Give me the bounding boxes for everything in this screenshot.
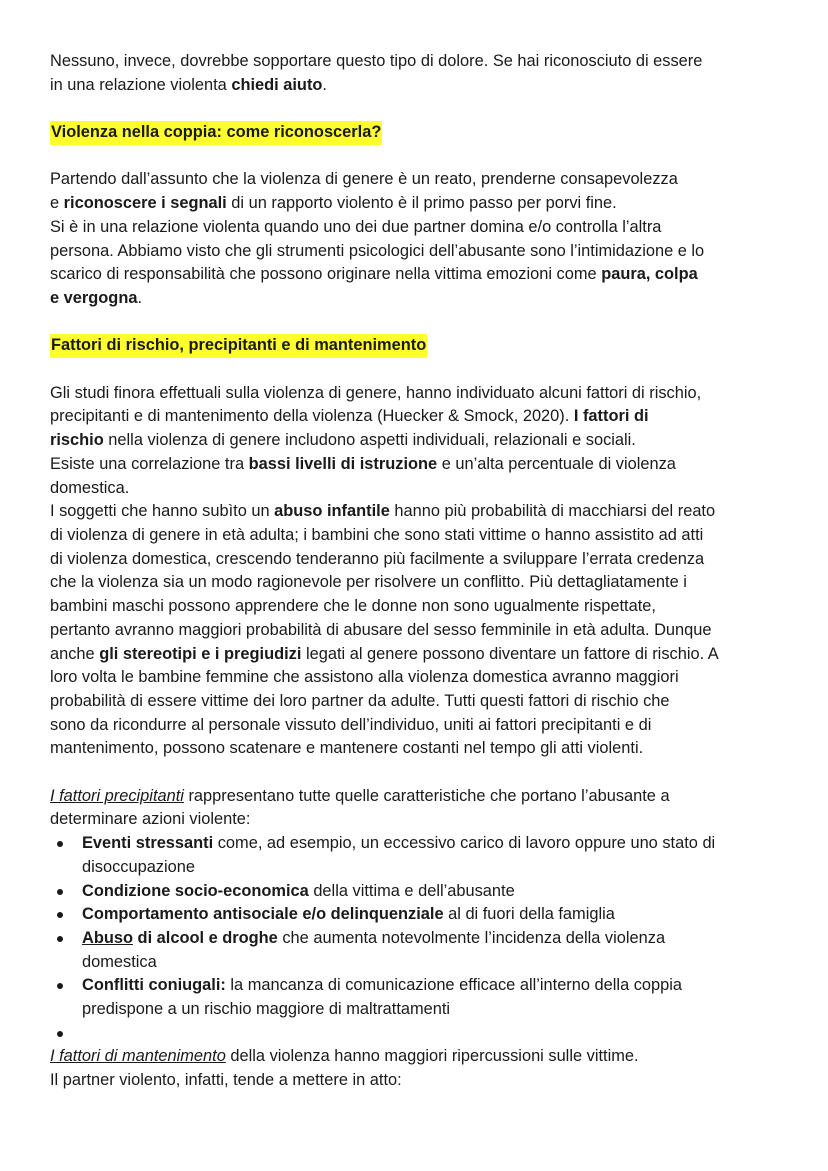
- text-line: rappresentano tutte quelle caratteristiche che portano l’abusante a: [183, 786, 670, 805]
- precipitanti-list: [50, 832, 780, 1045]
- text-line: di violenza domestica, crescendo tenderanno più facilmente a sviluppare l’errata credenza: [50, 549, 705, 568]
- text-line: probabilità di essere vittime dei loro partner da adulte. Tutti questi fattori di rischio che: [50, 691, 670, 710]
- term-fattori-mantenimento: I fattori di mantenimento: [50, 1047, 226, 1066]
- bold-text: Condizione socio-economica: [82, 881, 309, 900]
- list-item: [50, 832, 780, 879]
- text-line: scarico di responsabilità che possono originare nella vittima emozioni come: [50, 265, 602, 284]
- text-line: hanno più probabilità di macchiarsi del reato: [389, 502, 716, 521]
- precipitanti-intro: [50, 785, 780, 832]
- section1-paragraph: [50, 168, 780, 310]
- mantenimento-paragraph: [50, 1045, 780, 1092]
- text-line: predispone a un rischio maggiore di maltrattamenti: [82, 1000, 451, 1019]
- text-line: Il partner violento, infatti, tende a mettere in atto:: [50, 1071, 402, 1090]
- text-line: .: [322, 75, 327, 94]
- bold-text: rischio: [50, 431, 104, 450]
- bullet-icon: [57, 983, 63, 989]
- text-line: persona. Abbiamo visto che gli strumenti psicologici dell’abusante sono l’intimidazione e lo: [50, 241, 705, 260]
- bold-text: di alcool e droghe: [133, 928, 278, 947]
- text-line: bambini maschi possono apprendere che le donne non sono ugualmente rispettate,: [50, 597, 656, 616]
- bullet-icon: [57, 841, 63, 847]
- bullet-icon: [57, 1031, 63, 1037]
- bullet-icon: [57, 936, 63, 942]
- intro-paragraph: [50, 50, 780, 97]
- text-line: Partendo dall’assunto che la violenza di genere è un reato, prenderne consapevolezza: [50, 170, 678, 189]
- text-line: precipitanti e di mantenimento della violenza (Huecker & Smock, 2020).: [50, 407, 574, 426]
- text-line: che la violenza sia un modo ragionevole per risolvere un conflitto. Più dettagliatamente i: [50, 573, 687, 592]
- text-line: domestica: [82, 952, 157, 971]
- text-line: domestica.: [50, 478, 130, 497]
- text-line: di un rapporto violento è il primo passo per porvi fine.: [226, 194, 617, 213]
- list-item: [50, 1022, 780, 1046]
- text-line: in una relazione violenta: [50, 75, 232, 94]
- bullet-icon: [57, 889, 63, 895]
- text-line: la mancanza di comunicazione efficace all’interno della coppia: [225, 976, 683, 995]
- bold-text: riconoscere i segnali: [63, 194, 227, 213]
- text-line: Nessuno, invece, dovrebbe sopportare questo tipo di dolore. Se hai riconosciuto di essere: [50, 52, 703, 70]
- text-line: mantenimento, possono scatenare e mantenere costanti nel tempo gli atti violenti.: [50, 739, 644, 758]
- bullet-icon: [57, 912, 63, 918]
- document-page: [50, 50, 780, 1093]
- text-line: al di fuori della famiglia: [443, 905, 615, 924]
- text-line: I soggetti che hanno subìto un: [50, 502, 275, 521]
- bold-text: bassi livelli di istruzione: [248, 454, 438, 473]
- bold-text: e vergogna: [50, 289, 138, 307]
- term-fattori-precipitanti: I fattori precipitanti: [50, 786, 184, 805]
- text-line: come, ad esempio, un eccessivo carico di lavoro oppure uno stato di: [213, 834, 716, 853]
- bold-text: paura, colpa: [601, 265, 698, 284]
- text-line: e un’alta percentuale di violenza: [437, 454, 676, 473]
- list-item: [50, 927, 780, 974]
- section-heading-fattori: Fattori di rischio, precipitanti e di mantenimento: [50, 334, 427, 358]
- text-line: Esiste una correlazione tra: [50, 454, 249, 473]
- text-line: nella violenza di genere includono aspetti individuali, relazionali e sociali.: [103, 431, 636, 450]
- text-line: pertanto avranno maggiori probabilità di abusare del sesso femminile in età adulta. Dunque: [50, 620, 712, 639]
- text-line: legati al genere possono diventare un fattore di rischio. A: [301, 644, 719, 663]
- bold-text: I fattori di: [573, 407, 649, 426]
- section2-paragraph: [50, 382, 780, 761]
- text-line: della violenza hanno maggiori ripercussioni sulle vittime.: [225, 1047, 639, 1066]
- list-item: [50, 903, 780, 927]
- text-line: .: [137, 289, 143, 307]
- text-line: e: [50, 194, 64, 213]
- text-line: Gli studi finora effettuali sulla violenza di genere, hanno individuato alcuni fattori di rischio,: [50, 383, 702, 402]
- bold-text: gli stereotipi e i pregiudizi: [99, 644, 302, 663]
- section-heading-violenza: Violenza nella coppia: come riconoscerla?: [50, 121, 382, 145]
- bold-text: Conflitti coniugali:: [82, 976, 226, 995]
- list-item: [50, 974, 780, 1021]
- text-line: sono da ricondurre al personale vissuto dell’individuo, uniti ai fattori precipitanti e di: [50, 715, 652, 734]
- bold-text: abuso infantile: [274, 502, 390, 521]
- list-item: [50, 880, 780, 904]
- text-line: Si è in una relazione violenta quando uno dei due partner domina e/o controlla l’altra: [50, 217, 662, 236]
- bold-text: Eventi stressanti: [82, 834, 214, 853]
- text-line: determinare azioni violente:: [50, 810, 251, 829]
- text-line: loro volta le bambine femmine che assistono alla violenza domestica avranno maggiori: [50, 668, 679, 687]
- bold-text: Abuso: [82, 928, 133, 947]
- text-line: disoccupazione: [82, 857, 195, 876]
- text-line: anche: [50, 644, 100, 663]
- text-line: che aumenta notevolmente l’incidenza della violenza: [277, 928, 666, 947]
- text-line: di violenza di genere in età adulta; i bambini che sono stati vittime o hanno assistito ad atti: [50, 526, 704, 544]
- text-line: della vittima e dell’abusante: [308, 881, 515, 900]
- bold-text: Comportamento antisociale e/o delinquenziale: [82, 905, 444, 924]
- bold-text: chiedi aiuto: [231, 75, 323, 94]
